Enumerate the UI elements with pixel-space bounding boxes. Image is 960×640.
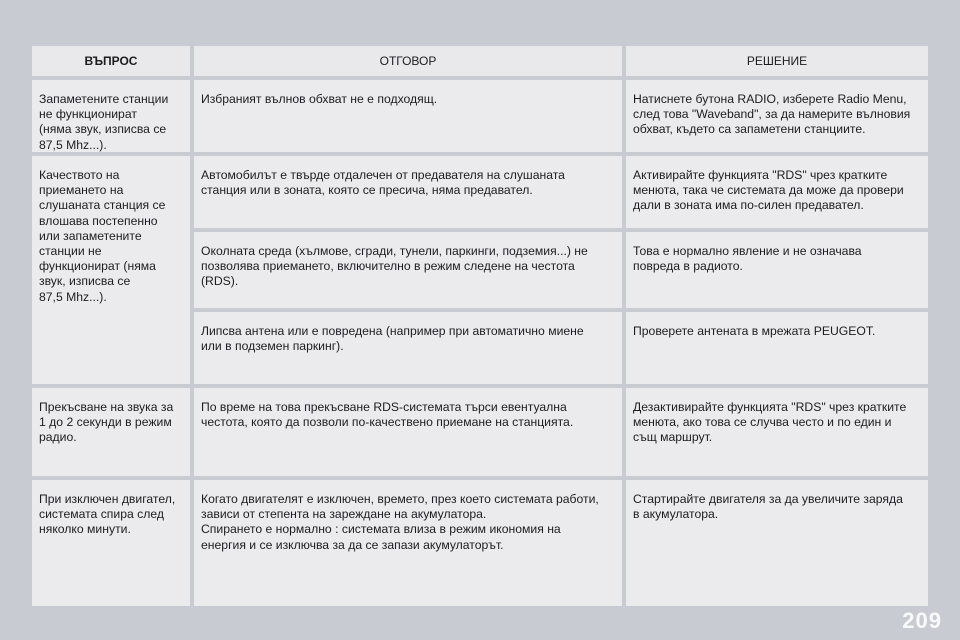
row-2b-answer: Околната среда (хълмове, сгради, тунели, паркинги, подземия...) не позволява приемането, включително в режим следене на честота (RDS).	[194, 232, 622, 308]
row-4-answer: Когато двигателят е изключен, времето, през което системата работи, зависи от степента на зареждане на акумулатора. Спирането е нормално : системата влиза в режим икономия на енергия и се изключва за да се запази акумулаторът.	[194, 480, 622, 606]
row-3-answer: По време на това прекъсване RDS-системата търси евентуална честота, която да позволи по-качествено приемане на станцията.	[194, 388, 622, 476]
row-2a-answer: Автомобилът е твърде отдалечен от предавателя на слушаната станция или в зоната, която се пресича, няма предавател.	[194, 156, 622, 228]
row-1-solution: Натиснете бутона RADIO, изберете Radio Menu, след това "Waveband", за да намерите вълновия обхват, където са запаметени станциите.	[626, 80, 928, 152]
row-2c-solution: Проверете антената в мрежата PEUGEOT.	[626, 312, 928, 384]
header-answer: ОТГОВОР	[194, 46, 622, 76]
header-solution: РЕШЕНИЕ	[626, 46, 928, 76]
row-3-solution: Дезактивирайте функцията "RDS" чрез кратките менюта, ако това се случва често и по един и същ маршрут.	[626, 388, 928, 476]
row-4-question: При изключен двигател, системата спира след няколко минути.	[32, 480, 190, 606]
row-2-question: Качеството на приемането на слушаната станция се влошава постепенно или запаметените станции не функционират (няма звук, изписва се 87,5 Mhz...).	[32, 156, 190, 384]
row-2b-solution: Това е нормално явление и не означава повреда в радиото.	[626, 232, 928, 308]
header-question: ВЪПРОС	[32, 46, 190, 76]
row-2a-solution: Активирайте функцията "RDS" чрез кратките менюта, така че системата да може да провери дали в зоната има по-силен предавател.	[626, 156, 928, 228]
page-number: 209	[902, 608, 942, 633]
row-1-question: Запаметените станции не функционират (няма звук, изписва се 87,5 Mhz...).	[32, 80, 190, 152]
row-3-question: Прекъсване на звука за 1 до 2 секунди в режим радио.	[32, 388, 190, 476]
row-1-answer: Избраният вълнов обхват не е подходящ.	[194, 80, 622, 152]
row-4-solution: Стартирайте двигателя за да увеличите заряда в акумулатора.	[626, 480, 928, 606]
row-2c-answer: Липсва антена или е повредена (например при автоматично миене или в подземен паркинг).	[194, 312, 622, 384]
